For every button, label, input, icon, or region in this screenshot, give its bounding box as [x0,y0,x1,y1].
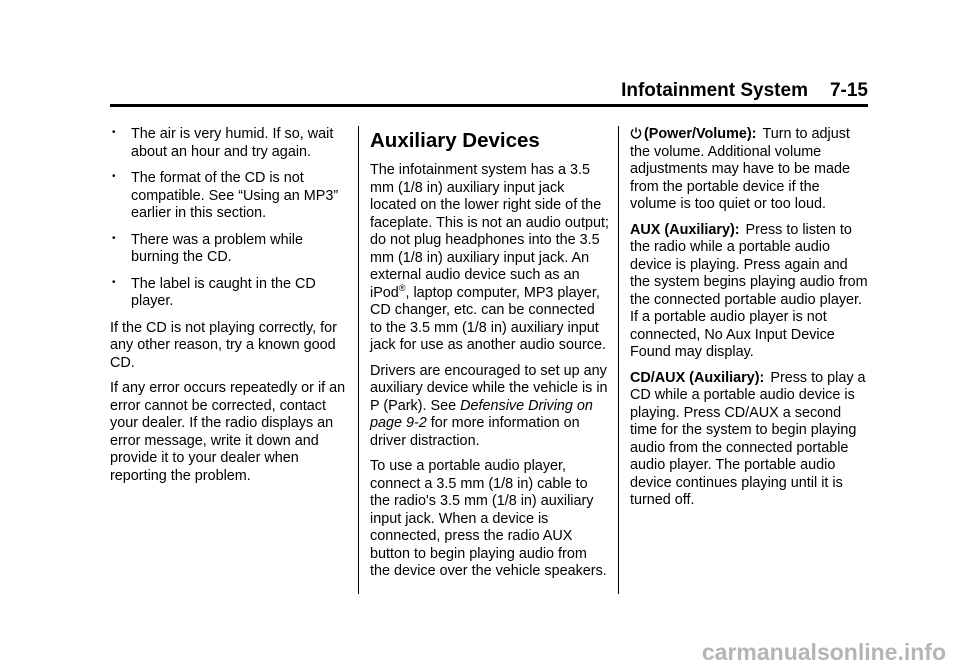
page-number: 7-15 [829,80,868,101]
page-header [110,78,868,107]
bullet-icon: • [112,232,116,244]
bullet-item [110,170,350,223]
bullet-icon: • [112,171,116,182]
bullet-item [110,232,350,267]
control-description [630,222,868,362]
section-title: Infotainment System [621,80,808,101]
bullet-icon: • [112,276,116,288]
control-text: Press to play a CD while a portable audio device is playing. Press CD/AUX a second time for the system to begin playing audio from the connected portable audio player. The portable audio device continues playing until it is turned off. [630,369,866,508]
bullet-text: The air is very humid. If so, wait about an hour and try again. [131,126,334,160]
power-icon [630,127,642,139]
header-title [621,80,868,102]
section-heading: Auxiliary Devices [370,129,540,152]
bullet-text: There was a problem while burning the CD. [131,231,303,265]
control-description [630,370,868,510]
column-3 [630,126,868,518]
cross-reference-link[interactable]: Defensive Driving on page 9-2 [370,397,593,431]
bullet-text: The label is caught in the CD player. [131,275,316,309]
bullet-text: The format of the CD is not compatible. See “Using an MP3” earlier in this section. [131,170,339,221]
text-run: Drivers are encouraged to set up any auxiliary device while the vehicle is in P (Park). See [370,362,608,414]
column-divider-1 [358,126,359,594]
control-description [630,126,868,214]
registered-mark: ® [398,282,406,293]
bullet-icon: • [112,127,116,138]
paragraph: To use a portable audio player, connect a 3.5 mm (1/8 in) cable to the radio's 3.5 mm (1/8 in) auxiliary input jack. When a device is connected, press the radio AUX button to begin playing audio from the device over the vehicle speakers. [370,458,607,579]
bullet-item [110,276,350,311]
control-label: AUX (Auxiliary): [630,221,740,238]
text-run: for more information on driver distraction. [370,415,580,449]
text-run: , laptop computer, MP3 player, CD changer, etc. can be connected to the 3.5 mm (1/8 in) auxiliary input jack for use as another audio source. [370,284,606,353]
watermark: carmanualsonline.info [701,639,946,665]
control-text: Press to listen to the radio while a portable audio device is playing. Press again and the system begins playing audio from the connected portable audio player. If a portable audio player is not connected, No Aux Input Device Found may display. [630,221,868,360]
column-1 [110,126,350,493]
control-label: (Power/Volume): [644,126,757,142]
paragraph: If any error occurs repeatedly or if an error cannot be corrected, contact your dealer. If the radio displays an error message, write it down and provide it to your dealer when reporting the problem. [110,380,346,484]
text-run: The infotainment system has a 3.5 mm (1/8 in) auxiliary input jack located on the lower right side of the faceplate. This is not an audio output; do not plug headphones into the 3.5 mm (1/8 in) auxiliary input jack. An external audio device such as an iPod [370,162,609,301]
column-2 [370,128,610,589]
paragraph [370,363,610,451]
control-text: Turn to adjust the volume. Additional volume adjustments may have to be made from the portable device if the volume is too quiet or too loud. [630,126,850,212]
column-divider-2 [618,126,619,594]
control-label: CD/AUX (Auxiliary): [630,369,765,386]
bullet-item [110,126,350,161]
paragraph [370,162,610,355]
paragraph: If the CD is not playing correctly, for any other reason, try a known good CD. [110,319,337,371]
